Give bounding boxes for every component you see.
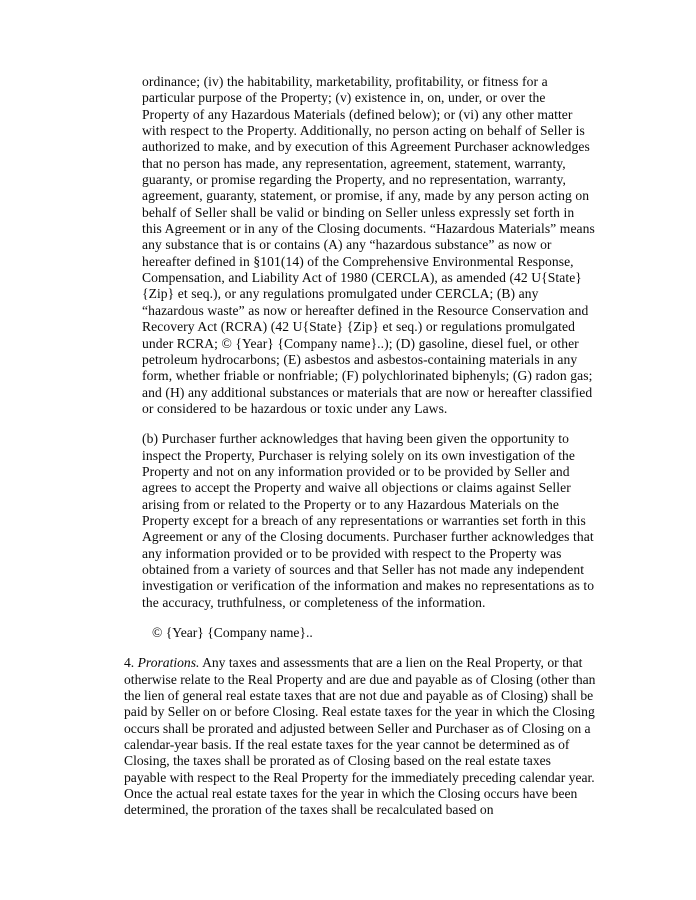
copyright-credit-line — [124, 625, 596, 641]
paragraph-hazardous-materials: ordinance; (iv) the habitability, marketability, profitability, or fitness for a particular purpose of the Property; (v) existence in, on, under, or over the Property of any Hazardous Materials (defined below); or (vi) any other matter with respect to the Property. Additionally, no person acting on behalf of Seller is authorized to make, and by execution of this Agreement Purchaser acknowledges that no person has made, any representation, agreement, statement, warranty, guaranty, or promise regarding the Property, and no representation, warranty, agreement, guaranty, statement, or promise, if any, made by any person acting on behalf of Seller shall be valid or binding on Seller unless expressly set forth in this Agreement or in any of the Closing documents. “Hazardous Materials” means any substance that is or contains (A) any “hazardous substance” as now or hereafter defined in §101(14) of the Comprehensive Environmental Response, Compensation, and Liability Act of 1980 (CERCLA), as amended (42 U{State} {Zip} et seq.), or any regulations promulgated under CERCLA; (B) any “hazardous waste” as now or hereafter defined in the Resource Conservation and Recovery Act (RCRA) (42 U{State} {Zip} et seq.) or regulations promulgated under RCRA; © {Year} {Company name}..); (D) gasoline, diesel fuel, or other petroleum hydrocarbons; (E) asbestos and asbestos-containing materials in any form, whether friable or nonfriable; (F) polychlorinated biphenyls; (G) radon gas; and (H) any additional substances or materials that are now or hereafter classified or considered to be hazardous or toxic under any Laws. — [142, 74, 595, 416]
copyright-icon: © — [152, 625, 163, 640]
paragraph-section-4-prorations — [124, 655, 596, 818]
section-number: 4. — [124, 655, 135, 671]
section-body-text: Any taxes and assessments that are a lien on the Real Property, or that otherwise relate to the Real Property and are due and payable as of Closing (other than the lien of general real estate taxes that are not due and payable as of Closing) shall be paid by Seller on or before Closing. Real estate taxes for the year in which the Closing occurs shall be prorated and adjusted between Seller and Purchaser as of Closing on a calendar-year basis. If the real estate taxes for the year cannot be determined as of Closing, the taxes shall be prorated as of Closing based on the real estate taxes payable with respect to the Real Property for the immediately preceding calendar year. Once the actual real estate taxes for the year in which the Closing occurs have been determined, the proration of the taxes shall be recalculated based on — [124, 655, 596, 818]
document-text-column — [124, 74, 596, 833]
section-heading-prorations: Prorations. — [137, 655, 200, 671]
copyright-credit-text: {Year} {Company name}.. — [162, 625, 313, 640]
paragraph-purchaser-acknowledgment: (b) Purchaser further acknowledges that having been given the opportunity to inspect the Property, Purchaser is relying solely on its own investigation of the Property and not on any information provided or to be provided by Seller and agrees to accept the Property and waive all objections or claims against Seller arising from or related to the Property or to any Hazardous Materials on the Property except for a breach of any representations or warranties set forth in this Agreement or any of the Closing documents. Purchaser further acknowledges that any information provided or to be provided with respect to the Property was obtained from a variety of sources and that Seller has not made any independent investigation or verification of the information and makes no representations as to the accuracy, truthfulness, or completeness of the information. — [142, 431, 595, 610]
